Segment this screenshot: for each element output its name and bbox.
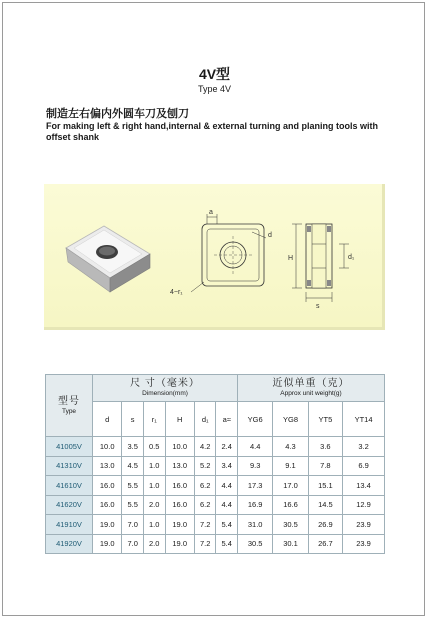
value-cell: 4.5: [122, 456, 144, 476]
value-cell: 16.0: [165, 495, 194, 515]
col-header: s: [122, 402, 144, 437]
col-header: YT5: [308, 402, 342, 437]
value-cell: 4.3: [273, 437, 308, 457]
page-title: 4V型: [198, 66, 231, 82]
value-cell: 3.4: [216, 456, 238, 476]
value-cell: 13.0: [93, 456, 122, 476]
value-cell: 19.0: [93, 515, 122, 535]
value-cell: 2.0: [143, 495, 165, 515]
value-cell: 9.1: [273, 456, 308, 476]
value-cell: 23.9: [343, 534, 385, 554]
description-en: For making left & right hand,internal & external turning and planing tools with offset shank: [46, 121, 379, 142]
dimension-header-zh: 尺 寸（毫米）: [130, 378, 200, 389]
value-cell: 6.9: [343, 456, 385, 476]
type-cell: 41620V: [46, 495, 93, 515]
description-zh: 制造左右偏内外圆车刀及刨刀: [46, 108, 189, 120]
value-cell: 3.6: [308, 437, 342, 457]
value-cell: 5.5: [122, 495, 144, 515]
value-cell: 23.9: [343, 515, 385, 535]
spec-table: [45, 374, 385, 554]
value-cell: 6.2: [194, 476, 216, 496]
col-header: a≈: [216, 402, 238, 437]
type-header: [46, 375, 93, 437]
value-cell: 6.2: [194, 495, 216, 515]
value-cell: 16.6: [273, 495, 308, 515]
page-subtitle: Type 4V: [197, 84, 232, 94]
dimension-header: [93, 375, 238, 402]
value-cell: 5.2: [194, 456, 216, 476]
value-cell: 2.4: [216, 437, 238, 457]
col-header: r₁: [143, 402, 165, 437]
weight-header-en: Approx unit weight(g): [280, 390, 342, 397]
value-cell: 15.1: [308, 476, 342, 496]
value-cell: 7.2: [194, 534, 216, 554]
dim-d1-label: d₁: [348, 254, 355, 261]
value-cell: 30.1: [273, 534, 308, 554]
value-cell: 4.4: [216, 495, 238, 515]
table-row: [46, 476, 385, 496]
value-cell: 0.5: [143, 437, 165, 457]
insert-side-view: [292, 224, 349, 302]
table-row: [46, 456, 385, 476]
dimension-header-en: Dimension(mm): [142, 390, 188, 397]
type-cell: 41920V: [46, 534, 93, 554]
type-header-zh: 型号: [58, 395, 80, 407]
value-cell: 5.4: [216, 515, 238, 535]
dim-r1-label: 4−r₁: [170, 289, 183, 296]
value-cell: 31.0: [238, 515, 273, 535]
value-cell: 17.0: [273, 476, 308, 496]
spec-table-body: [46, 437, 385, 554]
value-cell: 9.3: [238, 456, 273, 476]
type-cell: 41005V: [46, 437, 93, 457]
type-header-en: Type: [61, 407, 77, 415]
insert-top-view: [191, 214, 266, 292]
weight-header-zh: 近似单重（克）: [272, 378, 350, 389]
dim-H-label: H: [288, 255, 294, 262]
type-cell: 41910V: [46, 515, 93, 535]
value-cell: 1.0: [143, 515, 165, 535]
value-cell: 26.7: [308, 534, 342, 554]
value-cell: 14.5: [308, 495, 342, 515]
type-cell: 41310V: [46, 456, 93, 476]
dim-d-label: d: [268, 232, 272, 239]
value-cell: 4.4: [238, 437, 273, 457]
value-cell: 7.2: [194, 515, 216, 535]
value-cell: 17.3: [238, 476, 273, 496]
dim-a-label: a: [209, 209, 213, 216]
col-header: YT14: [343, 402, 385, 437]
value-cell: 10.0: [165, 437, 194, 457]
value-cell: 16.9: [238, 495, 273, 515]
table-row: [46, 515, 385, 535]
value-cell: 1.0: [143, 476, 165, 496]
value-cell: 16.0: [165, 476, 194, 496]
col-header: YG8: [273, 402, 308, 437]
value-cell: 19.0: [165, 515, 194, 535]
value-cell: 13.0: [165, 456, 194, 476]
insert-figure: [44, 184, 385, 330]
value-cell: 1.0: [143, 456, 165, 476]
value-cell: 4.2: [194, 437, 216, 457]
value-cell: 19.0: [93, 534, 122, 554]
value-cell: 12.9: [343, 495, 385, 515]
col-header: YG6: [238, 402, 273, 437]
table-row: [46, 534, 385, 554]
value-cell: 3.5: [122, 437, 144, 457]
value-cell: 4.4: [216, 476, 238, 496]
type-cell: 41610V: [46, 476, 93, 496]
col-header: d: [93, 402, 122, 437]
table-row: [46, 495, 385, 515]
table-row: [46, 437, 385, 457]
insert-drawings: [44, 184, 385, 330]
value-cell: 30.5: [238, 534, 273, 554]
value-cell: 16.0: [93, 495, 122, 515]
value-cell: 7.8: [308, 456, 342, 476]
value-cell: 16.0: [93, 476, 122, 496]
value-cell: 5.4: [216, 534, 238, 554]
col-header: H: [165, 402, 194, 437]
value-cell: 13.4: [343, 476, 385, 496]
value-cell: 7.0: [122, 515, 144, 535]
value-cell: 19.0: [165, 534, 194, 554]
dim-s-label: s: [316, 303, 320, 310]
col-header: d₁: [194, 402, 216, 437]
value-cell: 26.9: [308, 515, 342, 535]
weight-header: [238, 375, 385, 402]
value-cell: 2.0: [143, 534, 165, 554]
value-cell: 7.0: [122, 534, 144, 554]
value-cell: 5.5: [122, 476, 144, 496]
value-cell: 10.0: [93, 437, 122, 457]
value-cell: 3.2: [343, 437, 385, 457]
value-cell: 30.5: [273, 515, 308, 535]
insert-3d-image: [66, 226, 150, 292]
